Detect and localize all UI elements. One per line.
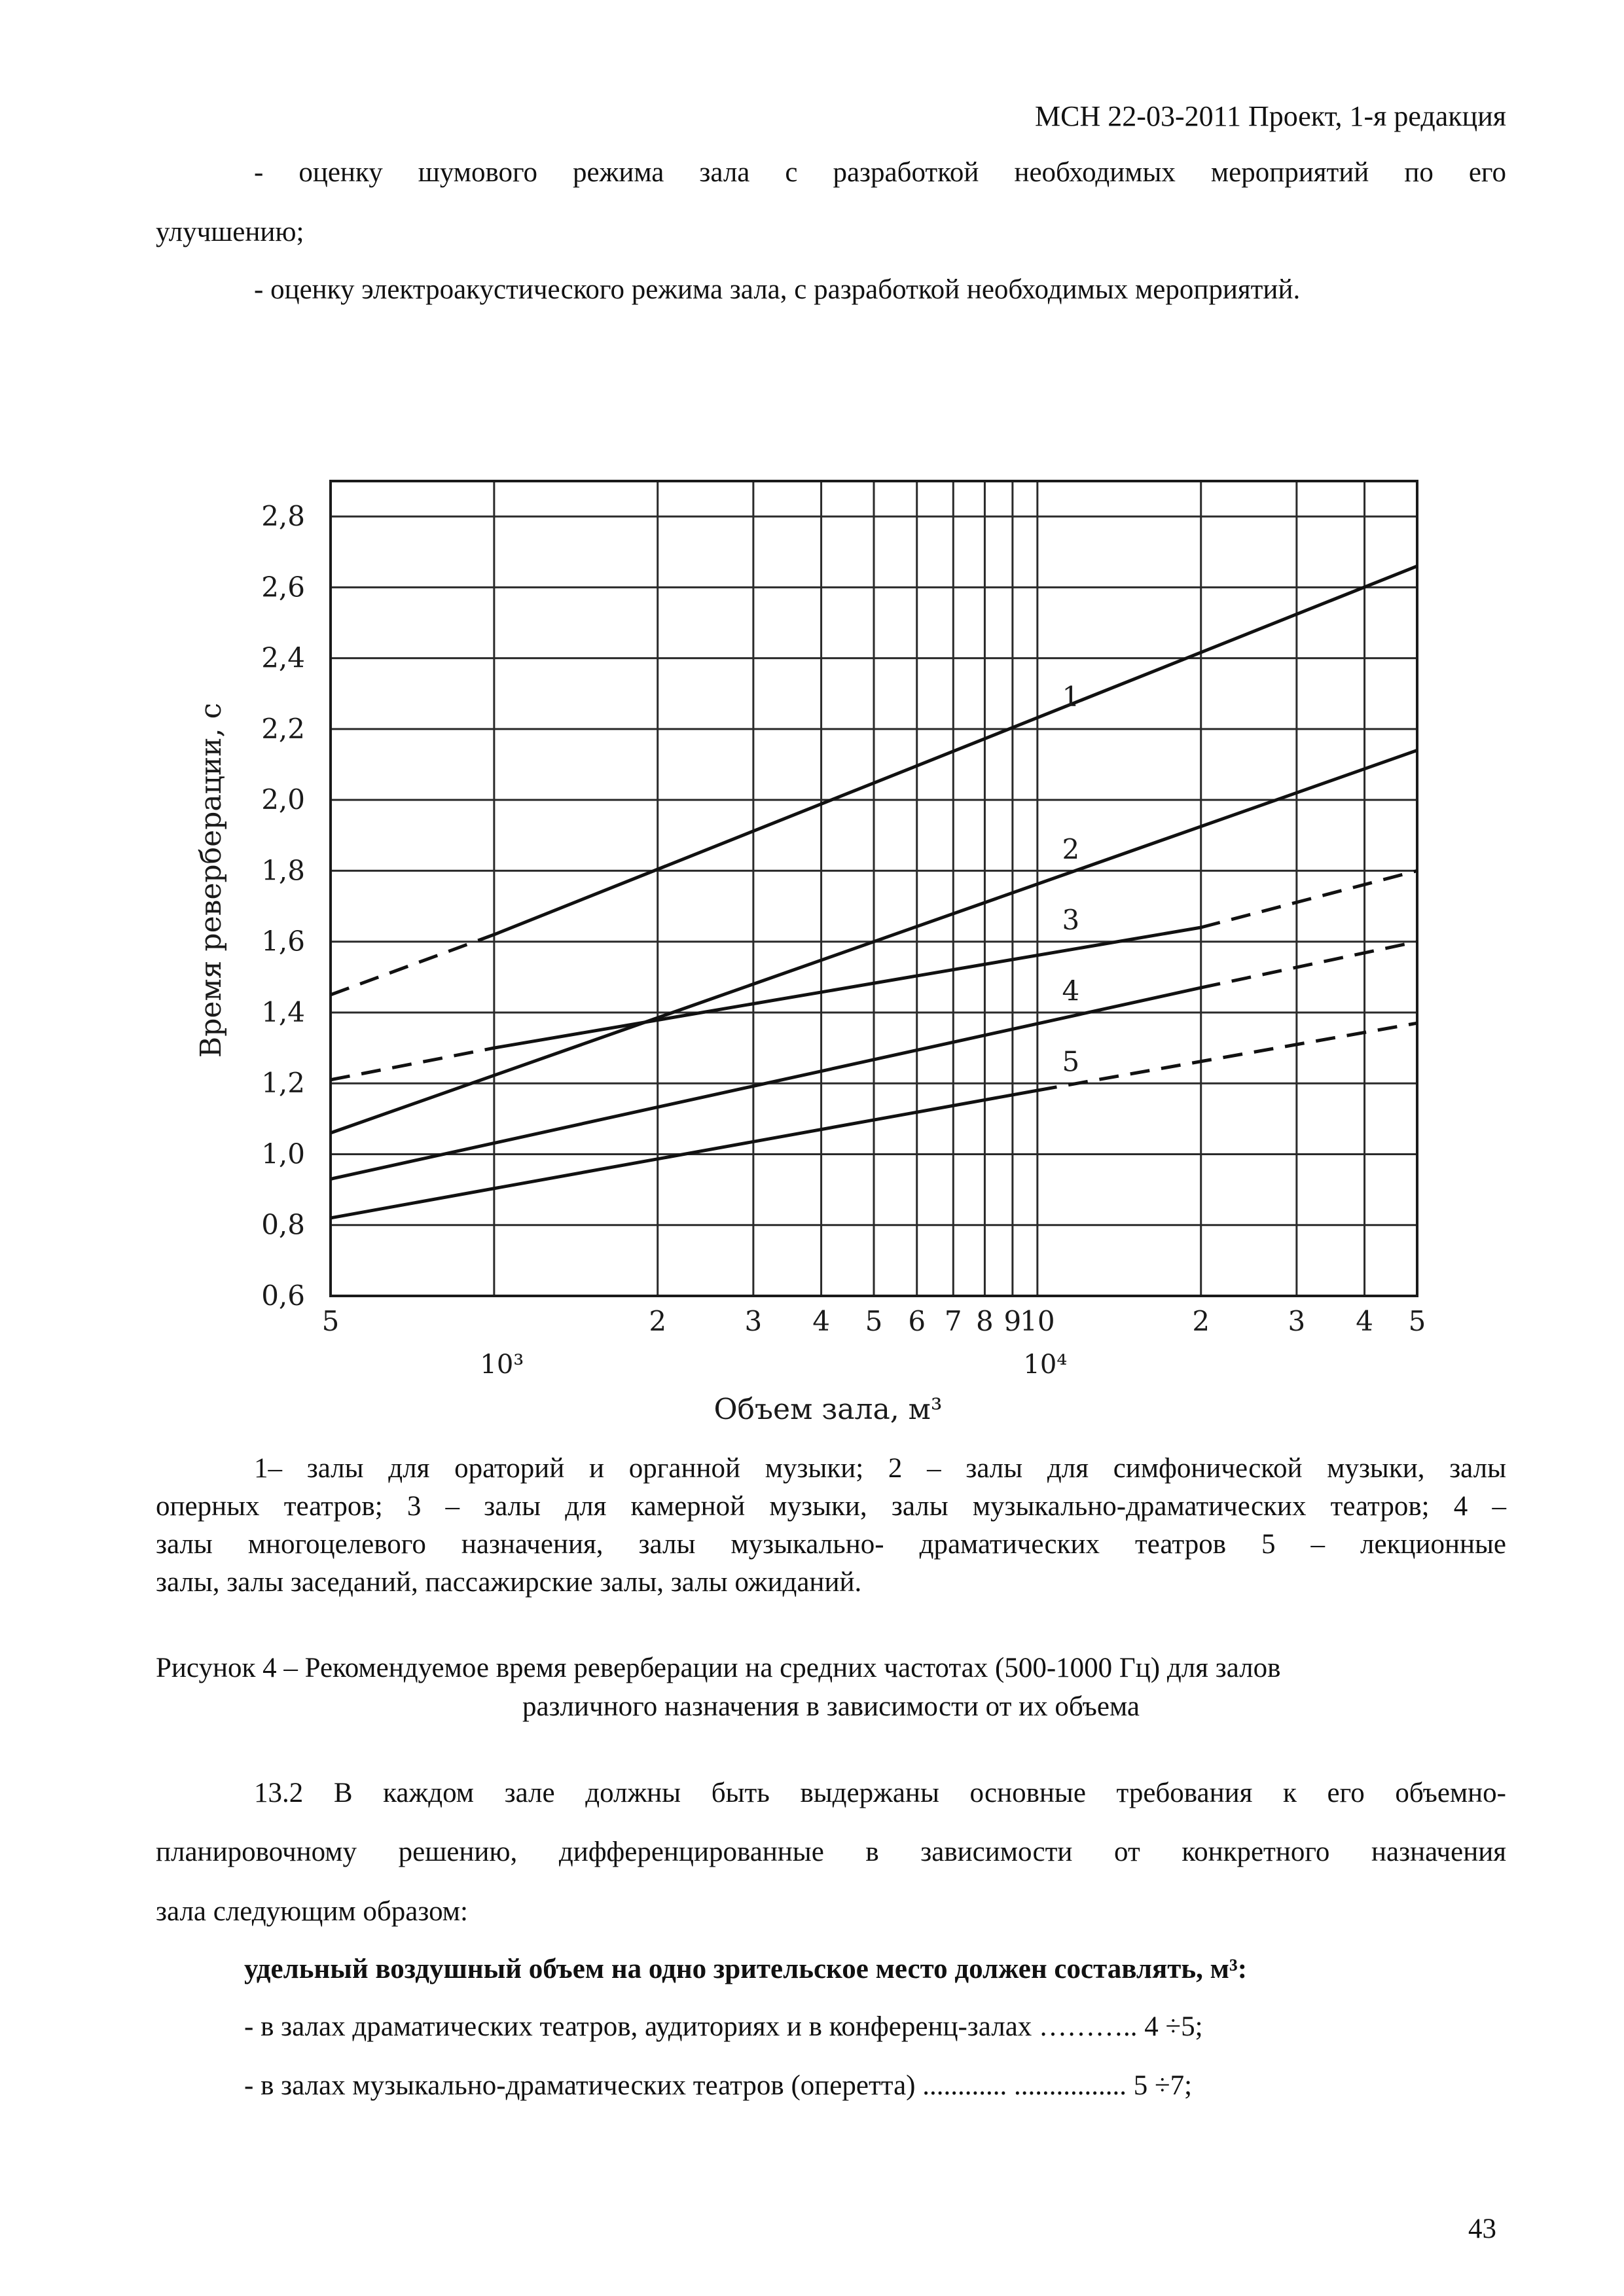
x-decade-label: 10⁴ xyxy=(1023,1350,1068,1380)
chart-grid xyxy=(331,481,1417,1296)
y-tick-label: 1,4 xyxy=(261,996,305,1028)
y-tick-labels xyxy=(261,500,305,1312)
series-1-solid-line xyxy=(494,566,1417,935)
x-tick-label: 3 xyxy=(744,1305,763,1337)
figure-caption-line1: Рисунок 4 – Рекомендуемое время реверберации на средних частотах (500-1000 Гц) для залов xyxy=(156,1653,1281,1683)
y-tick-label: 2,0 xyxy=(261,783,305,816)
page-number: 43 xyxy=(1468,2214,1496,2244)
curve-label-1: 1 xyxy=(1062,681,1080,713)
y-tick-label: 1,2 xyxy=(261,1067,305,1100)
x-tick-label: 2 xyxy=(1192,1305,1210,1337)
specific-volume-heading: удельный воздушный объем на одно зрительское место должен составлять, м³: xyxy=(244,1954,1248,1984)
y-tick-label: 2,8 xyxy=(261,500,305,533)
figure-caption-line2: различного назначения в зависимости от их объема xyxy=(522,1691,1140,1722)
series-3-dashed-line xyxy=(331,1048,494,1080)
section-13-2-line1: 13.2 В каждом зале должны быть выдержаны основные требования к его объемно- xyxy=(254,1778,1506,1808)
x-tick-label: 5 xyxy=(1408,1305,1426,1337)
x-axis-label: Объем зала, м³ xyxy=(713,1393,943,1426)
section-13-2-line3: зала следующим образом: xyxy=(156,1896,468,1927)
x-tick-label: 4 xyxy=(1356,1305,1373,1337)
series-1-dashed-line xyxy=(331,935,494,995)
y-tick-label: 1,8 xyxy=(261,854,305,887)
curve-label-4: 4 xyxy=(1062,975,1080,1007)
series-3-solid-line xyxy=(494,927,1201,1048)
y-tick-label: 2,6 xyxy=(261,571,305,603)
x-tick-label: 10 xyxy=(1020,1305,1055,1337)
y-axis-label: Время реверберации, с xyxy=(194,702,228,1058)
y-tick-label: 1,0 xyxy=(261,1138,305,1170)
x-tick-label: 6 xyxy=(908,1305,926,1337)
page-header: МСН 22-03-2011 Проект, 1-я редакция xyxy=(1035,100,1506,132)
x-tick-label: 3 xyxy=(1288,1305,1306,1337)
curve-label-2: 2 xyxy=(1062,833,1080,865)
x-tick-label: 4 xyxy=(812,1305,830,1337)
y-tick-label: 1,6 xyxy=(261,925,305,958)
y-tick-label: 0,6 xyxy=(261,1280,305,1312)
series-5-dashed-line xyxy=(1038,1023,1417,1090)
y-tick-label: 0,8 xyxy=(261,1208,305,1241)
x-tick-label: 5 xyxy=(865,1305,883,1337)
curve-label-3: 3 xyxy=(1062,904,1080,937)
section-13-2-line2: планировочному решению, дифференцированные в зависимости от конкретного назначения xyxy=(156,1837,1506,1867)
intro-item-noise-line1: - оценку шумового режима зала с разработкой необходимых мероприятий по его xyxy=(254,157,1506,188)
intro-item-electroacoustic: - оценку электроакустического режима зала, с разработкой необходимых мероприятий. xyxy=(254,274,1301,305)
x-decade-label: 10³ xyxy=(480,1350,524,1380)
series-3-dashed-line xyxy=(1201,870,1417,927)
x-tick-label: 9 xyxy=(1003,1305,1022,1337)
list-item-drama-theatres: - в залах драматических театров, аудиториях и в конференц-залах ……….. 4 ÷5; xyxy=(244,2011,1203,2042)
legend-text-line4: залы, залы заседаний, пассажирские залы, залы ожиданий. xyxy=(156,1567,862,1598)
legend-text-line1: 1– залы для ораторий и органной музыки; 2 – залы для симфонической музыки, залы xyxy=(254,1453,1506,1484)
x-tick-labels xyxy=(322,1305,1426,1380)
y-tick-label: 2,2 xyxy=(261,712,305,745)
intro-item-noise-line2: улучшению; xyxy=(156,217,304,247)
legend-text-line2: оперных театров; 3 – залы для камерной музыки, залы музыкально-драматических театров; 4 – xyxy=(156,1491,1506,1522)
list-item-operetta-theatres: - в залах музыкально-драматических театров (оперетта) ............ ................ 5 ÷7; xyxy=(244,2070,1193,2101)
x-tick-label: 2 xyxy=(649,1305,667,1337)
y-tick-label: 2,4 xyxy=(261,641,305,674)
x-tick-label: 7 xyxy=(944,1305,962,1337)
x-tick-label: 5 xyxy=(321,1305,340,1337)
series-4-dashed-line xyxy=(1201,942,1417,988)
legend-text-line3: залы многоцелевого назначения, залы музыкально- драматических театров 5 – лекционные xyxy=(156,1529,1506,1560)
curve-label-5: 5 xyxy=(1062,1045,1080,1078)
x-tick-label: 8 xyxy=(976,1305,994,1337)
